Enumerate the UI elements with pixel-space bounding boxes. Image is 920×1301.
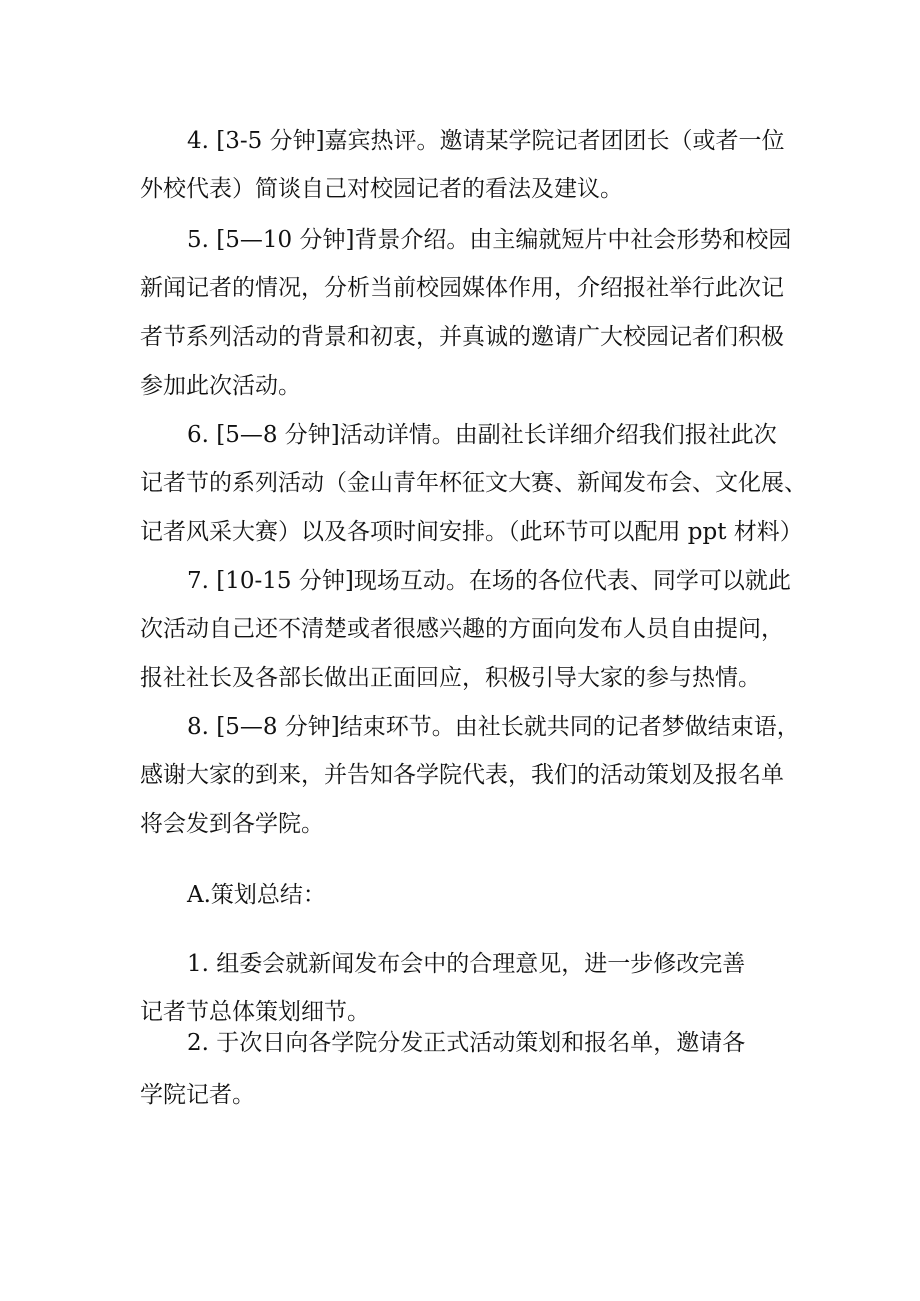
item-8-line-2: 感谢大家的到来，并告知各学院代表，我们的活动策划及报名单 <box>140 762 784 788</box>
summary-point-2-line-2: 学院记者。 <box>140 1082 255 1108</box>
item-6-line-3: 记者风采大赛）以及各项时间安排。（此环节可以配用 ppt 材料） <box>140 519 803 545</box>
item-7-line-2: 次活动自己还不清楚或者很感兴趣的方面向发布人员自由提问， <box>140 616 784 642</box>
item-7-line-3: 报社社长及各部长做出正面回应，积极引导大家的参与热情。 <box>140 665 761 691</box>
item-6-line-1: 6. [5—8 分钟]活动详情。由副社长详细介绍我们报社此次 <box>187 422 777 448</box>
item-4-line-2: 外校代表）简谈自己对校园记者的看法及建议。 <box>140 176 623 202</box>
item-5-line-3: 者节系列活动的背景和初衷，并真诚的邀请广大校园记者们积极 <box>140 324 784 350</box>
item-5-line-4: 参加此次活动。 <box>140 373 301 399</box>
item-5-line-2: 新闻记者的情况，分析当前校园媒体作用，介绍报社举行此次记 <box>140 275 784 301</box>
summary-point-1-line-1: 1. 组委会就新闻发布会中的合理意见，进一步修改完善 <box>187 951 746 977</box>
item-8-line-3: 将会发到各学院。 <box>140 811 324 837</box>
item-8-line-1: 8. [5—8 分钟]结束环节。由社长就共同的记者梦做结束语， <box>187 714 800 740</box>
item-6-line-2: 记者节的系列活动（金山青年杯征文大赛、新闻发布会、文化展、 <box>140 470 807 496</box>
item-7-line-1: 7. [10-15 分钟]现场互动。在场的各位代表、同学可以就此 <box>187 568 791 594</box>
summary-point-2-line-1: 2. 于次日向各学院分发正式活动策划和报名单，邀请各 <box>187 1030 746 1056</box>
summary-point-1-line-2: 记者节总体策划细节。 <box>140 999 370 1025</box>
item-4-line-1: 4. [3-5 分钟]嘉宾热评。邀请某学院记者团团长（或者一位 <box>187 128 785 154</box>
summary-heading: A.策划总结： <box>187 882 326 908</box>
item-5-line-1: 5. [5—10 分钟]背景介绍。由主编就短片中社会形势和校园 <box>187 227 792 253</box>
